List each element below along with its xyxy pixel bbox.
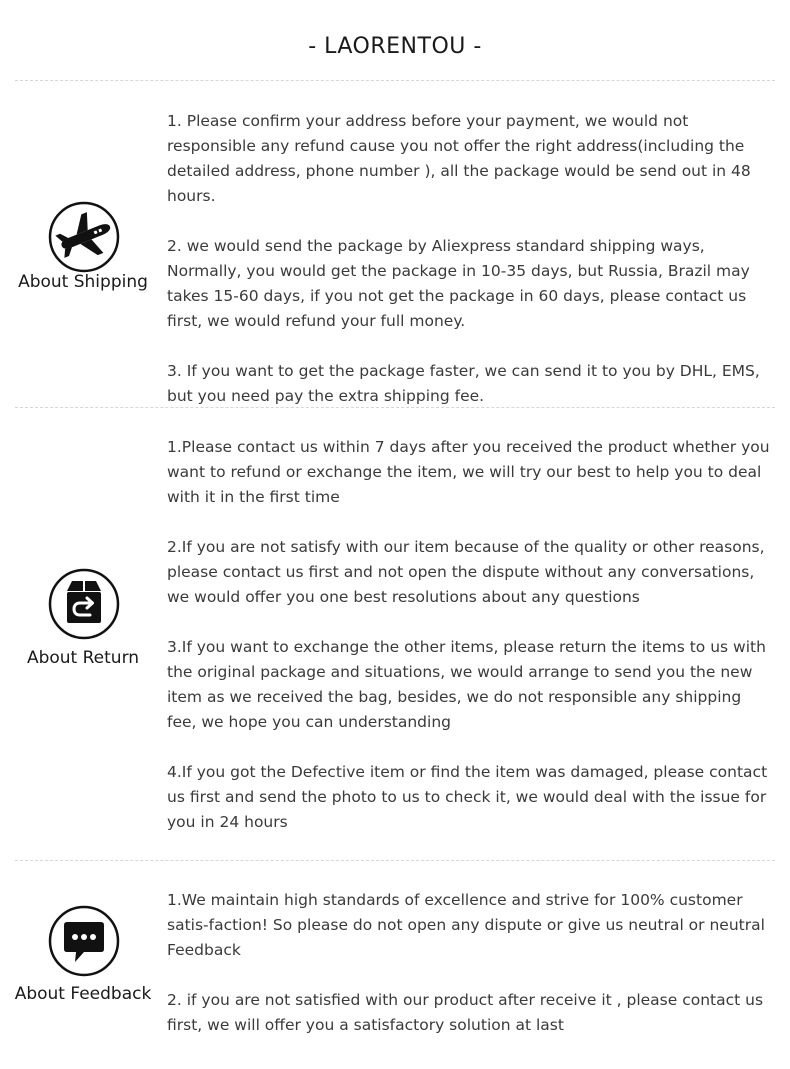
divider bbox=[15, 80, 775, 81]
return-paragraph: 3.If you want to exchange the other items, please return the items to us with the original package and situations, we would arrange to send you the new item as we received the bag, besides, we do not responsible any shipping fee, we hope you can understanding bbox=[167, 638, 766, 731]
section-label-return: About Return bbox=[26, 648, 140, 668]
return-paragraphs bbox=[167, 435, 775, 835]
return-paragraph: 2.If you are not satisfy with our item because of the quality or other reasons, please contact us first and not open the dispute without any conversations, we would offer you one best resolutions about any questions bbox=[167, 538, 765, 606]
divider bbox=[15, 407, 775, 408]
return-paragraph: 4.If you got the Defective item or find the item was damaged, please contact us first and send the photo to us to check it, we would deal with the issue for you in 24 hours bbox=[167, 763, 768, 831]
shipping-paragraph: 3. If you want to get the package faster, we can send it to you by DHL, EMS, but you need pay the extra shipping fee. bbox=[167, 362, 760, 405]
feedback-paragraphs bbox=[167, 888, 775, 1038]
airplane-icon bbox=[48, 201, 120, 273]
section-label-shipping: About Shipping bbox=[18, 272, 148, 292]
shipping-paragraph: 1. Please confirm your address before your payment, we would not responsible any refund cause you not offer the right address(including the detailed address, phone number ), all the package would be send out in 48 hours. bbox=[167, 112, 751, 205]
feedback-paragraph: 2. if you are not satisfied with our product after receive it , please contact us first, we will offer you a satisfactory solution at last bbox=[167, 991, 764, 1034]
divider bbox=[15, 860, 775, 861]
brand-title: - LAORENTOU - bbox=[308, 34, 482, 59]
section-label-feedback: About Feedback bbox=[14, 984, 152, 1004]
return-paragraph: 1.Please contact us within 7 days after you received the product whether you want to refund or exchange the item, we will try our best to help you to deal with it in the first time bbox=[167, 438, 770, 506]
return-box-icon bbox=[48, 568, 120, 640]
chat-bubble-icon bbox=[48, 905, 120, 977]
shipping-paragraphs bbox=[167, 109, 775, 409]
feedback-paragraph: 1.We maintain high standards of excellence and strive for 100% customer satis-faction! So please do not open any dispute or give us neutral or neutral Feedback bbox=[167, 891, 765, 959]
shipping-paragraph: 2. we would send the package by Aliexpress standard shipping ways, Normally, you would get the package in 10-35 days, but Russia, Brazil may takes 15-60 days, if you not get the package in 60 days, please contact us first, we would refund your full money. bbox=[167, 237, 750, 330]
